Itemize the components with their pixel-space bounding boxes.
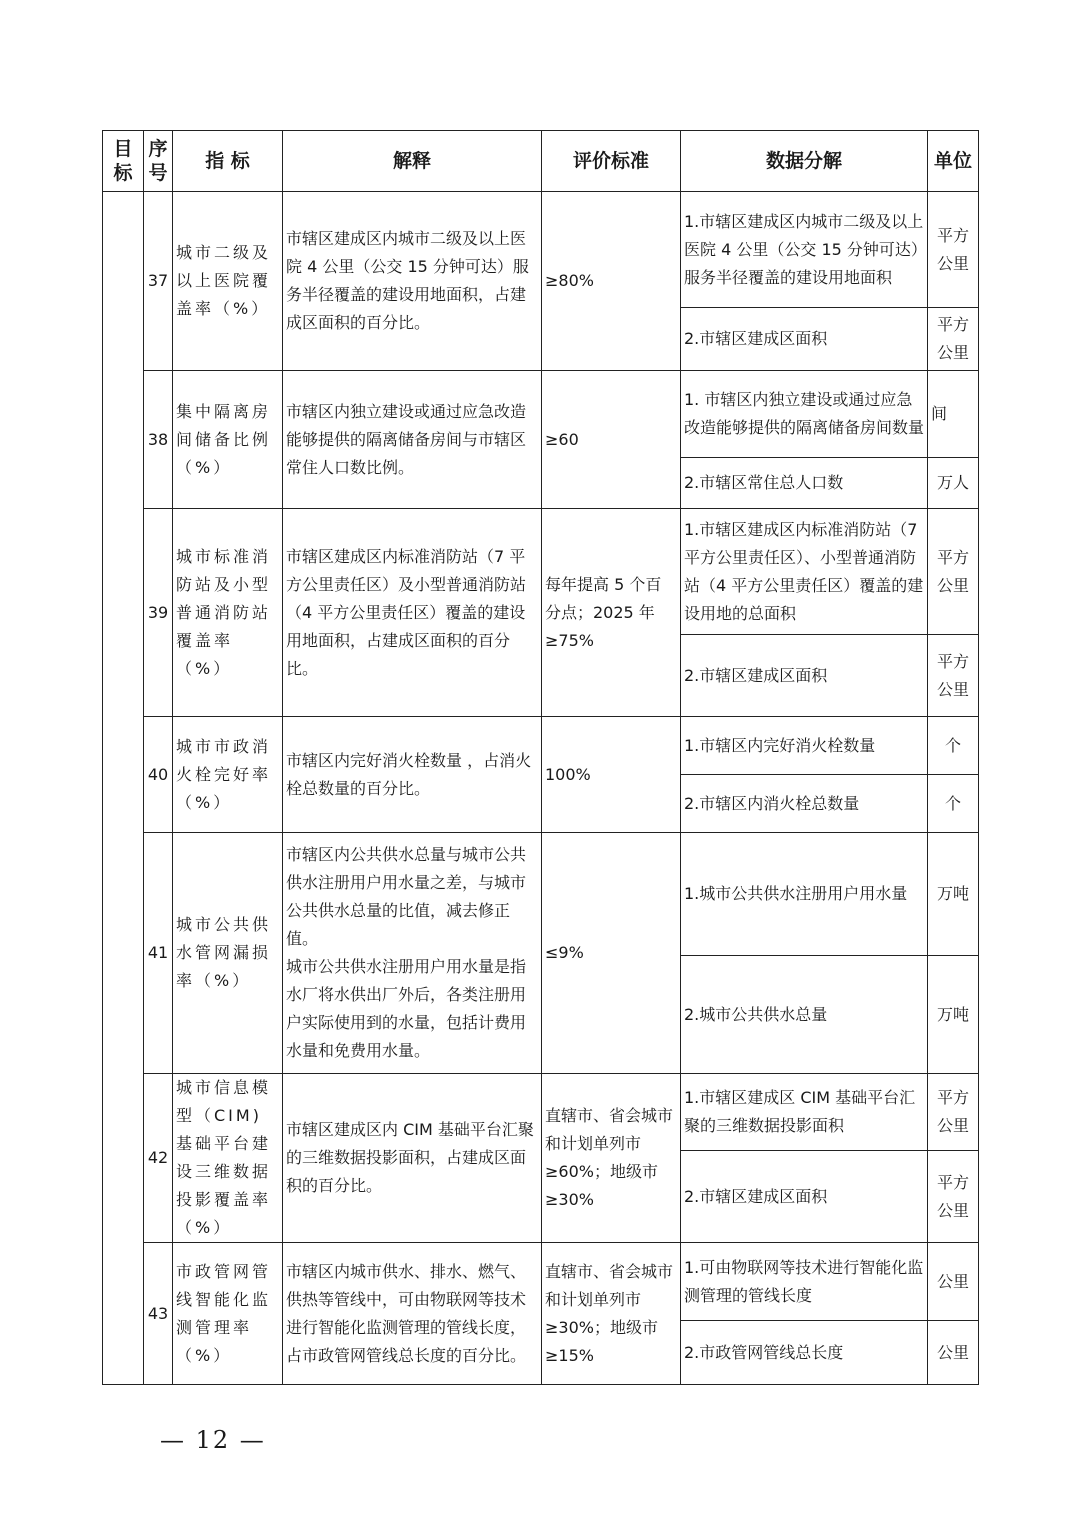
row-explanation: 市辖区内完好消火栓数量 ，占消火栓总数量的百分比。 — [283, 717, 542, 833]
table-row — [103, 1074, 979, 1151]
header-unit: 单位 — [928, 131, 979, 192]
table-row — [103, 1243, 979, 1321]
unit-cell: 万吨 — [928, 833, 979, 956]
explanation-paragraph: 市辖区内公共供水总量与城市公共供水注册用户用水量之差，与城市公共供水总量的比值，减去修正值。 — [286, 845, 527, 948]
unit-cell: 万吨 — [928, 956, 979, 1074]
breakdown-item: 2.市辖区建成区面积 — [681, 635, 928, 717]
table-row — [103, 192, 979, 308]
row-seq: 38 — [144, 371, 173, 509]
unit-cell: 公里 — [928, 1243, 979, 1321]
unit-cell: 公里 — [928, 1321, 979, 1385]
unit-cell: 平方公里 — [928, 1151, 979, 1243]
row-explanation: 市辖区内独立建设或通过应急改造能够提供的隔离储备房间与市辖区常住人口数比例。 — [283, 371, 542, 509]
row-criteria: 100% — [542, 717, 681, 833]
header-breakdown: 数据分解 — [681, 131, 928, 192]
row-indicator: 城市二级及以上医院覆盖率（%） — [173, 192, 283, 371]
row-explanation: 市辖区建成区内 CIM 基础平台汇聚的三维数据投影面积，占建成区面积的百分比。 — [283, 1074, 542, 1243]
row-indicator: 城市标准消防站及小型普通消防站覆盖率（%） — [173, 509, 283, 717]
unit-cell: 平方公里 — [928, 635, 979, 717]
header-goal: 目标 — [103, 131, 144, 192]
breakdown-item: 1. 市辖区内独立建设或通过应急改造能够提供的隔离储备房间数量 — [681, 371, 928, 458]
goal-cell — [103, 192, 144, 1385]
breakdown-item: 2.市政管网管线总长度 — [681, 1321, 928, 1385]
breakdown-item: 2.市辖区内消火栓总数量 — [681, 775, 928, 833]
row-criteria: 每年提高 5 个百分点；2025 年≥75% — [542, 509, 681, 717]
row-seq: 41 — [144, 833, 173, 1074]
row-explanation: 市辖区建成区内标准消防站（7 平方公里责任区）及小型普通消防站（4 平方公里责任区）覆盖的建设用地面积，占建成区面积的百分比。 — [283, 509, 542, 717]
row-explanation: 市辖区内城市供水、排水、燃气、供热等管线中，可由物联网等技术进行智能化监测管理的管线长度，占市政管网管线总长度的百分比。 — [283, 1243, 542, 1385]
header-row — [103, 131, 979, 192]
row-seq: 42 — [144, 1074, 173, 1243]
page-number: — 12 — — [160, 1426, 266, 1454]
unit-cell: 万人 — [928, 458, 979, 509]
breakdown-item: 1.市辖区建成区内城市二级及以上医院 4 公里（公交 15 分钟可达）服务半径覆盖的建设用地面积 — [681, 192, 928, 308]
row-seq: 40 — [144, 717, 173, 833]
header-criteria: 评价标准 — [542, 131, 681, 192]
unit-cell: 平方公里 — [928, 308, 979, 371]
unit-cell: 平方公里 — [928, 192, 979, 308]
breakdown-item: 1.可由物联网等技术进行智能化监测管理的管线长度 — [681, 1243, 928, 1321]
row-explanation: 市辖区建成区内城市二级及以上医院 4 公里（公交 15 分钟可达）服务半径覆盖的建设用地面积，占建成区面积的百分比。 — [283, 192, 542, 371]
table-row — [103, 833, 979, 956]
table-row — [103, 371, 979, 458]
unit-cell: 个 — [928, 717, 979, 775]
indicator-table — [102, 130, 979, 1385]
row-criteria: ≥60 — [542, 371, 681, 509]
unit-cell: 间 — [928, 371, 979, 458]
row-indicator: 城市信息模型（CIM)基础平台建设三维数据投影覆盖率（%） — [173, 1074, 283, 1243]
row-indicator: 集中隔离房间储备比例（%） — [173, 371, 283, 509]
table-row — [103, 509, 979, 635]
breakdown-item: 2.市辖区建成区面积 — [681, 308, 928, 371]
header-indicator: 指 标 — [173, 131, 283, 192]
header-explanation: 解释 — [283, 131, 542, 192]
row-seq: 37 — [144, 192, 173, 371]
row-explanation — [283, 833, 542, 1074]
header-seq: 序号 — [144, 131, 173, 192]
explanation-paragraph: 城市公共供水注册用户用水量是指水厂将水供出厂外后，各类注册用户实际使用到的水量，包括计费用水量和免费用水量。 — [286, 957, 527, 1060]
breakdown-item: 2.市辖区常住总人口数 — [681, 458, 928, 509]
breakdown-item: 1.市辖区建成区内标准消防站（7 平方公里责任区）、小型普通消防站（4 平方公里责任区）覆盖的建设用地的总面积 — [681, 509, 928, 635]
breakdown-item: 1.市辖区建成区 CIM 基础平台汇聚的三维数据投影面积 — [681, 1074, 928, 1151]
breakdown-item: 2.市辖区建成区面积 — [681, 1151, 928, 1243]
row-criteria: ≥80% — [542, 192, 681, 371]
row-indicator: 城市公共供水管网漏损率（%） — [173, 833, 283, 1074]
unit-cell: 平方公里 — [928, 1074, 979, 1151]
table-row — [103, 717, 979, 775]
breakdown-item: 2.城市公共供水总量 — [681, 956, 928, 1074]
breakdown-item: 1.市辖区内完好消火栓数量 — [681, 717, 928, 775]
row-criteria: 直辖市、省会城市和计划单列市≥60%；地级市≥30% — [542, 1074, 681, 1243]
breakdown-item: 1.城市公共供水注册用户用水量 — [681, 833, 928, 956]
row-seq: 39 — [144, 509, 173, 717]
row-criteria: 直辖市、省会城市和计划单列市≥30%；地级市≥15% — [542, 1243, 681, 1385]
row-indicator: 市政管网管线智能化监测管理率（%） — [173, 1243, 283, 1385]
row-criteria: ≤9% — [542, 833, 681, 1074]
unit-cell: 平方公里 — [928, 509, 979, 635]
unit-cell: 个 — [928, 775, 979, 833]
row-indicator: 城市市政消火栓完好率（%） — [173, 717, 283, 833]
row-seq: 43 — [144, 1243, 173, 1385]
